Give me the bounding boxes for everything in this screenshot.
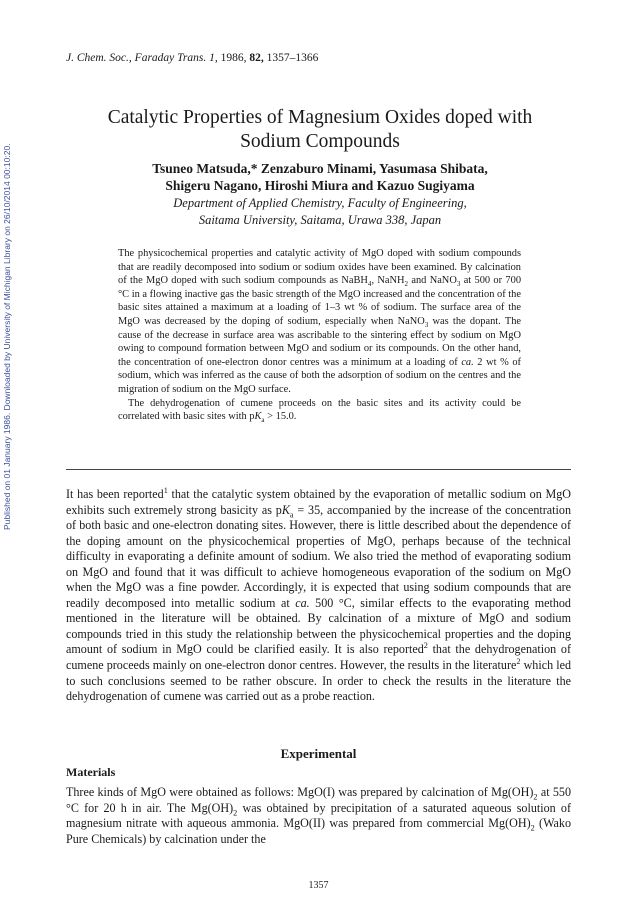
abstract bbox=[118, 247, 521, 424]
introduction-paragraph: It has been reported$^1$ that the catalytic system obtained by the evaporation of metallic sodium on MgO exhibits such extremely strong basicity as $pK_a = 35$, accompanied by the increase of the concentration of both basic and one-electron donating sites. However, there is little described about the dependence of the doping amount on the physicochemical properties of MgO, perhaps because of the technical difficulty in evaporating a definite amount of sodium. We also tried the method of evaporating sodium on MgO and found that it was difficult to achieve homogeneous evaporation of the sodium on MgO when the MgO was a fine powder. Accordingly, it is expected that using sodium compounds that are readily decomposed into metallic sodium at ca. 500 °C, similar effects to the evaporating method mentioned in the literature will be obtained. By calcination of a mixture of MgO and sodium compounds tried in this study the relationship between the physicochemical properties and the doping amount of sodium in MgO could be clarified easily. It is also reported$^2$ that the dehydrogenation of cumene proceeds mainly on one-electron donor centres. However, the results in the literature$^2$ which led to such conclusions seemed to be rather obscure. In order to check the results in the literature the dehydrogenation of cumene was carried out as a probe reaction. bbox=[66, 485, 571, 704]
affiliation-line-1: Department of Applied Chemistry, Faculty of Engineering, bbox=[173, 196, 467, 210]
journal-year: 1986, bbox=[220, 52, 247, 64]
journal-name: J. Chem. Soc., Faraday Trans. 1, bbox=[66, 52, 218, 64]
journal-volume: 82, bbox=[249, 52, 264, 64]
reference-2: 2 bbox=[423, 641, 428, 651]
journal-citation bbox=[66, 52, 318, 64]
abstract-paragraph-1: The physicochemical properties and catalytic activity of MgO doped with sodium compounds that are readily decomposed into sodium or sodium oxides have been examined. By calcination of the MgO doped with such sodium compounds as NaBH$_4$, NaNH$_2$ and NaNO$_3$ at 500 or 700 °C in a flowing inactive gas the basic strength of the MgO increased and the concentration of the basic sites attained a maximum at a loading of 1–3 wt % of sodium. The surface area of the MgO was decreased by the doping of sodium, especially when NaNO$_3$ was the dopant. The cause of the decrease in surface area was ascribable to the sintering effect by sodium on MgO owing to compound formation between MgO and sodium or its compounds. On the other hand, the concentration of one-electron donor centres was a minimum at a loading of ca. 2 wt % of sodium, which was inferred as the cause of both the adsorption of sodium on the centres and the migration of sodium on the MgO surface. bbox=[118, 248, 522, 395]
author-list bbox=[100, 160, 540, 194]
reference-2b: 2 bbox=[516, 656, 521, 666]
affiliation-line-2: Saitama University, Saitama, Urawa 338, Japan bbox=[198, 213, 442, 227]
paper-title: Catalytic Properties of Magnesium Oxides doped with Sodium Compounds bbox=[107, 107, 533, 152]
download-notice-text: Published on 01 January 1986. Downloaded by University of Michigan Library on 26/10/2014 00:10:20. bbox=[2, 143, 12, 530]
affiliation bbox=[100, 195, 540, 229]
journal-pages: 1357–1366 bbox=[266, 52, 319, 64]
reference-1: 1 bbox=[163, 485, 168, 495]
abstract-paragraph-2: The dehydrogenation of cumene proceeds on the basic sites and its activity could be correlated with basic sites with $pK_a > 15.0$. bbox=[118, 397, 521, 425]
subsection-heading-materials: Materials bbox=[66, 765, 116, 779]
abstract-divider bbox=[66, 469, 571, 470]
section-heading-experimental: Experimental bbox=[280, 746, 357, 761]
materials-paragraph: Three kinds of MgO were obtained as follows: MgO(I) was prepared by calcination of $Mg(OH)_2$ at 550 °C for 20 h in air. The $Mg(OH)_2$ was obtained by precipitation of a saturated aqueous solution of magnesium nitrate with aqueous ammonia. MgO(II) was prepared from commercial $Mg(OH)_2$ (Wako Pure Chemicals) by calcination under the bbox=[66, 785, 571, 846]
download-notice-sidebar bbox=[2, 90, 16, 530]
author-line-1: Tsuneo Matsuda,* Zenzaburo Minami, Yasumasa Shibata, bbox=[152, 161, 488, 176]
author-line-2: Shigeru Nagano, Hiroshi Miura and Kazuo Sugiyama bbox=[165, 178, 475, 193]
page-number: 1357 bbox=[308, 880, 329, 891]
